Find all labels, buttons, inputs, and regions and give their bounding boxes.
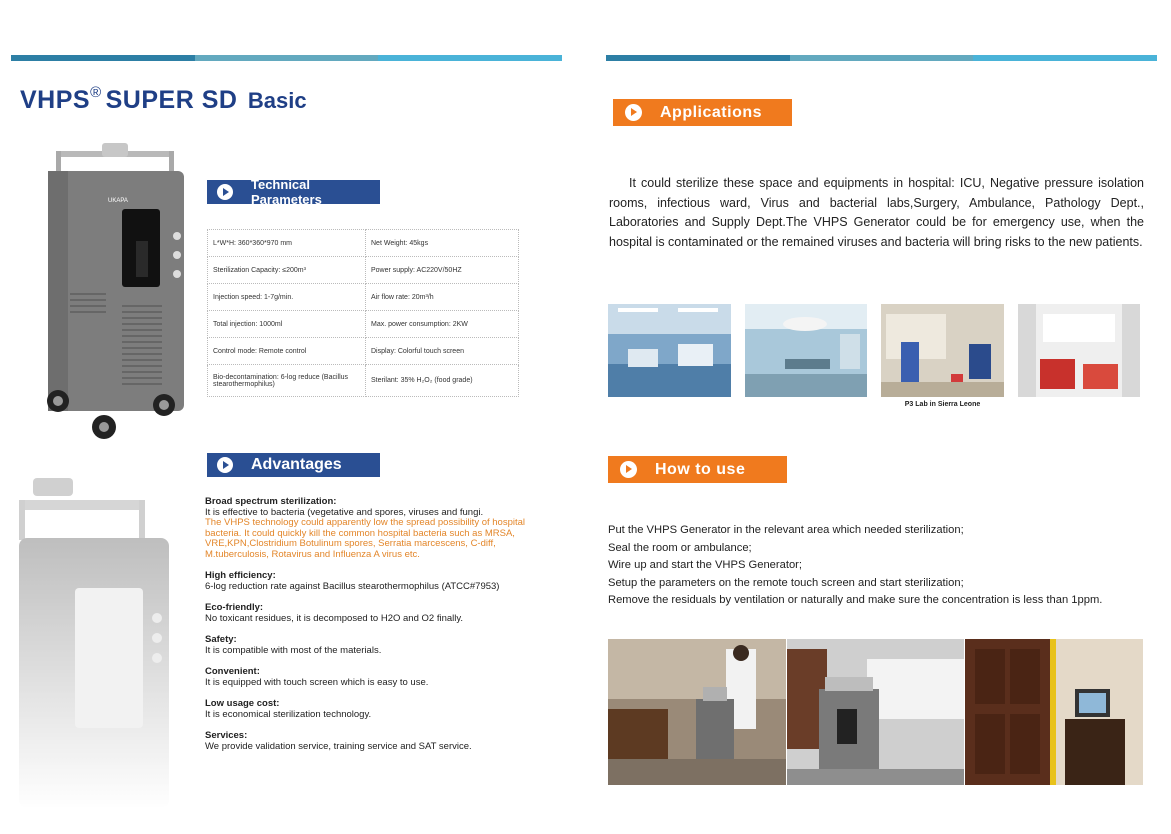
- technical-parameters-header: [207, 177, 380, 207]
- play-circle-icon: [620, 461, 637, 478]
- advantage-heading: Services:: [205, 730, 248, 741]
- photo-caption: P3 Lab in Sierra Leone: [904, 401, 981, 408]
- applications-paragraph: It could sterilize these space and equipments in hospital: ICU, Negative pressure isolation rooms, infectious ward, Virus and bacterial labs,Surgery, Ambulance, Pathology Dept., Laboratories and Supply Dept.The VHPS Generator could be for emergency use, when the hospital is contaminated or the remained viruses and bacteria will bring risks to the new patients.: [609, 176, 1144, 249]
- step-item: Wire up and start the VHPS Generator;: [608, 559, 803, 572]
- table-row: [208, 284, 519, 311]
- table-row: [208, 365, 519, 397]
- advantage-highlight-text: The VHPS technology could apparently low the spread possibility of hospital bacteria. It could quickly kill the common hospital bacteria such as MRSA, VRE,KPN,Clostridium Botulinum spores, Serratia marcescens, C-diff, M.tuberculosis, Rotavirus and Influenza A virus etc.: [205, 517, 526, 560]
- how-to-use-header: [608, 456, 787, 483]
- advantage-item: [205, 635, 560, 656]
- table-row: [208, 230, 519, 257]
- advantage-text: It is economical sterilization technology.: [205, 708, 372, 720]
- sealed-door-photo: [965, 639, 1143, 785]
- advantages-title: Advantages: [251, 456, 342, 473]
- advantage-heading: Broad spectrum sterilization:: [205, 496, 337, 507]
- advantage-item: [205, 603, 560, 624]
- advantage-heading: Convenient:: [205, 666, 260, 677]
- table-row: [208, 338, 519, 365]
- advantages-list: [205, 497, 560, 763]
- table-cell: Injection speed: 1-7g/min.: [208, 284, 366, 311]
- technical-parameters-title: Technical Parameters: [251, 177, 322, 207]
- advantage-text: It is compatible with most of the materials.: [205, 644, 382, 656]
- advantage-text: No toxicant residues, it is decomposed to H2O and O2 finally.: [205, 612, 464, 624]
- ambulance-interior-photo: [1018, 304, 1140, 397]
- table-cell: Display: Colorful touch screen: [366, 338, 519, 365]
- advantage-item: [205, 667, 560, 688]
- advantage-item: [205, 699, 560, 720]
- play-circle-icon: [217, 457, 233, 473]
- p3-lab-photo: [881, 304, 1004, 397]
- how-to-use-title: How to use: [655, 460, 746, 478]
- step-item: Setup the parameters on the remote touch screen and start sterilization;: [608, 576, 964, 589]
- advantage-heading: Safety:: [205, 634, 237, 645]
- advantage-heading: Low usage cost:: [205, 698, 280, 709]
- brand-label: UKAPA: [108, 198, 128, 204]
- top-color-bar-right: [606, 55, 1157, 61]
- step-item: Remove the residuals by ventilation or naturally and make sure the concentration is less than 1ppm.: [608, 594, 1103, 607]
- advantage-item: [205, 731, 560, 752]
- play-circle-icon: [217, 184, 233, 200]
- how-to-use-steps: [608, 522, 1163, 610]
- advantage-text: It is equipped with touch screen which is easy to use.: [205, 676, 429, 688]
- advantage-text: We provide validation service, training service and SAT service.: [205, 740, 472, 752]
- top-color-bar-left: [11, 55, 562, 61]
- title-main: VHPS: [20, 86, 91, 114]
- operating-room-photo: [745, 304, 867, 397]
- product-title: [20, 86, 307, 115]
- applications-title: Applications: [660, 103, 763, 121]
- step-item: Put the VHPS Generator in the relevant area which needed sterilization;: [608, 524, 964, 536]
- registered-mark: ®: [90, 84, 102, 101]
- vhps-machine-faded-image: [15, 478, 175, 808]
- table-row: [208, 311, 519, 338]
- advantage-heading: High efficiency:: [205, 570, 276, 581]
- vhps-machine-image: [40, 143, 190, 443]
- play-circle-icon: [625, 104, 642, 121]
- table-cell: Max. power consumption: 2KW: [366, 311, 519, 338]
- table-row: [208, 257, 519, 284]
- table-cell: Total injection: 1000ml: [208, 311, 366, 338]
- icu-room-photo: [608, 304, 731, 397]
- advantage-item: [205, 497, 560, 560]
- table-cell: Control mode: Remote control: [208, 338, 366, 365]
- applications-header: [613, 99, 792, 126]
- table-cell: Air flow rate: 20m³/h: [366, 284, 519, 311]
- technical-parameters-table: [207, 229, 519, 397]
- table-cell: Sterilant: 35% H₂O₂ (food grade): [366, 365, 519, 397]
- step-item: Seal the room or ambulance;: [608, 541, 752, 554]
- table-cell: Power supply: AC220V/50HZ: [366, 257, 519, 284]
- title-model: SUPER SD: [105, 86, 238, 114]
- machine-in-ward-photo: [787, 639, 964, 785]
- operator-with-machine-photo: [608, 639, 786, 785]
- advantage-text: It is effective to bacteria (vegetative and spores, viruses and fungi.: [205, 506, 484, 518]
- advantage-heading: Eco-friendly:: [205, 602, 264, 613]
- advantages-header: [207, 453, 380, 477]
- advantage-text: 6-log reduction rate against Bacillus stearothermophilus (ATCC#7953): [205, 580, 500, 592]
- table-cell: L*W*H: 360*360*970 mm: [208, 230, 366, 257]
- advantage-item: [205, 571, 560, 592]
- table-cell: Sterilization Capacity: ≤200m³: [208, 257, 366, 284]
- title-variant: Basic: [247, 88, 307, 113]
- table-cell: Net Weight: 45kgs: [366, 230, 519, 257]
- table-cell: Bio-decontamination: 6-log reduce (Bacillus stearothermophilus): [208, 365, 366, 397]
